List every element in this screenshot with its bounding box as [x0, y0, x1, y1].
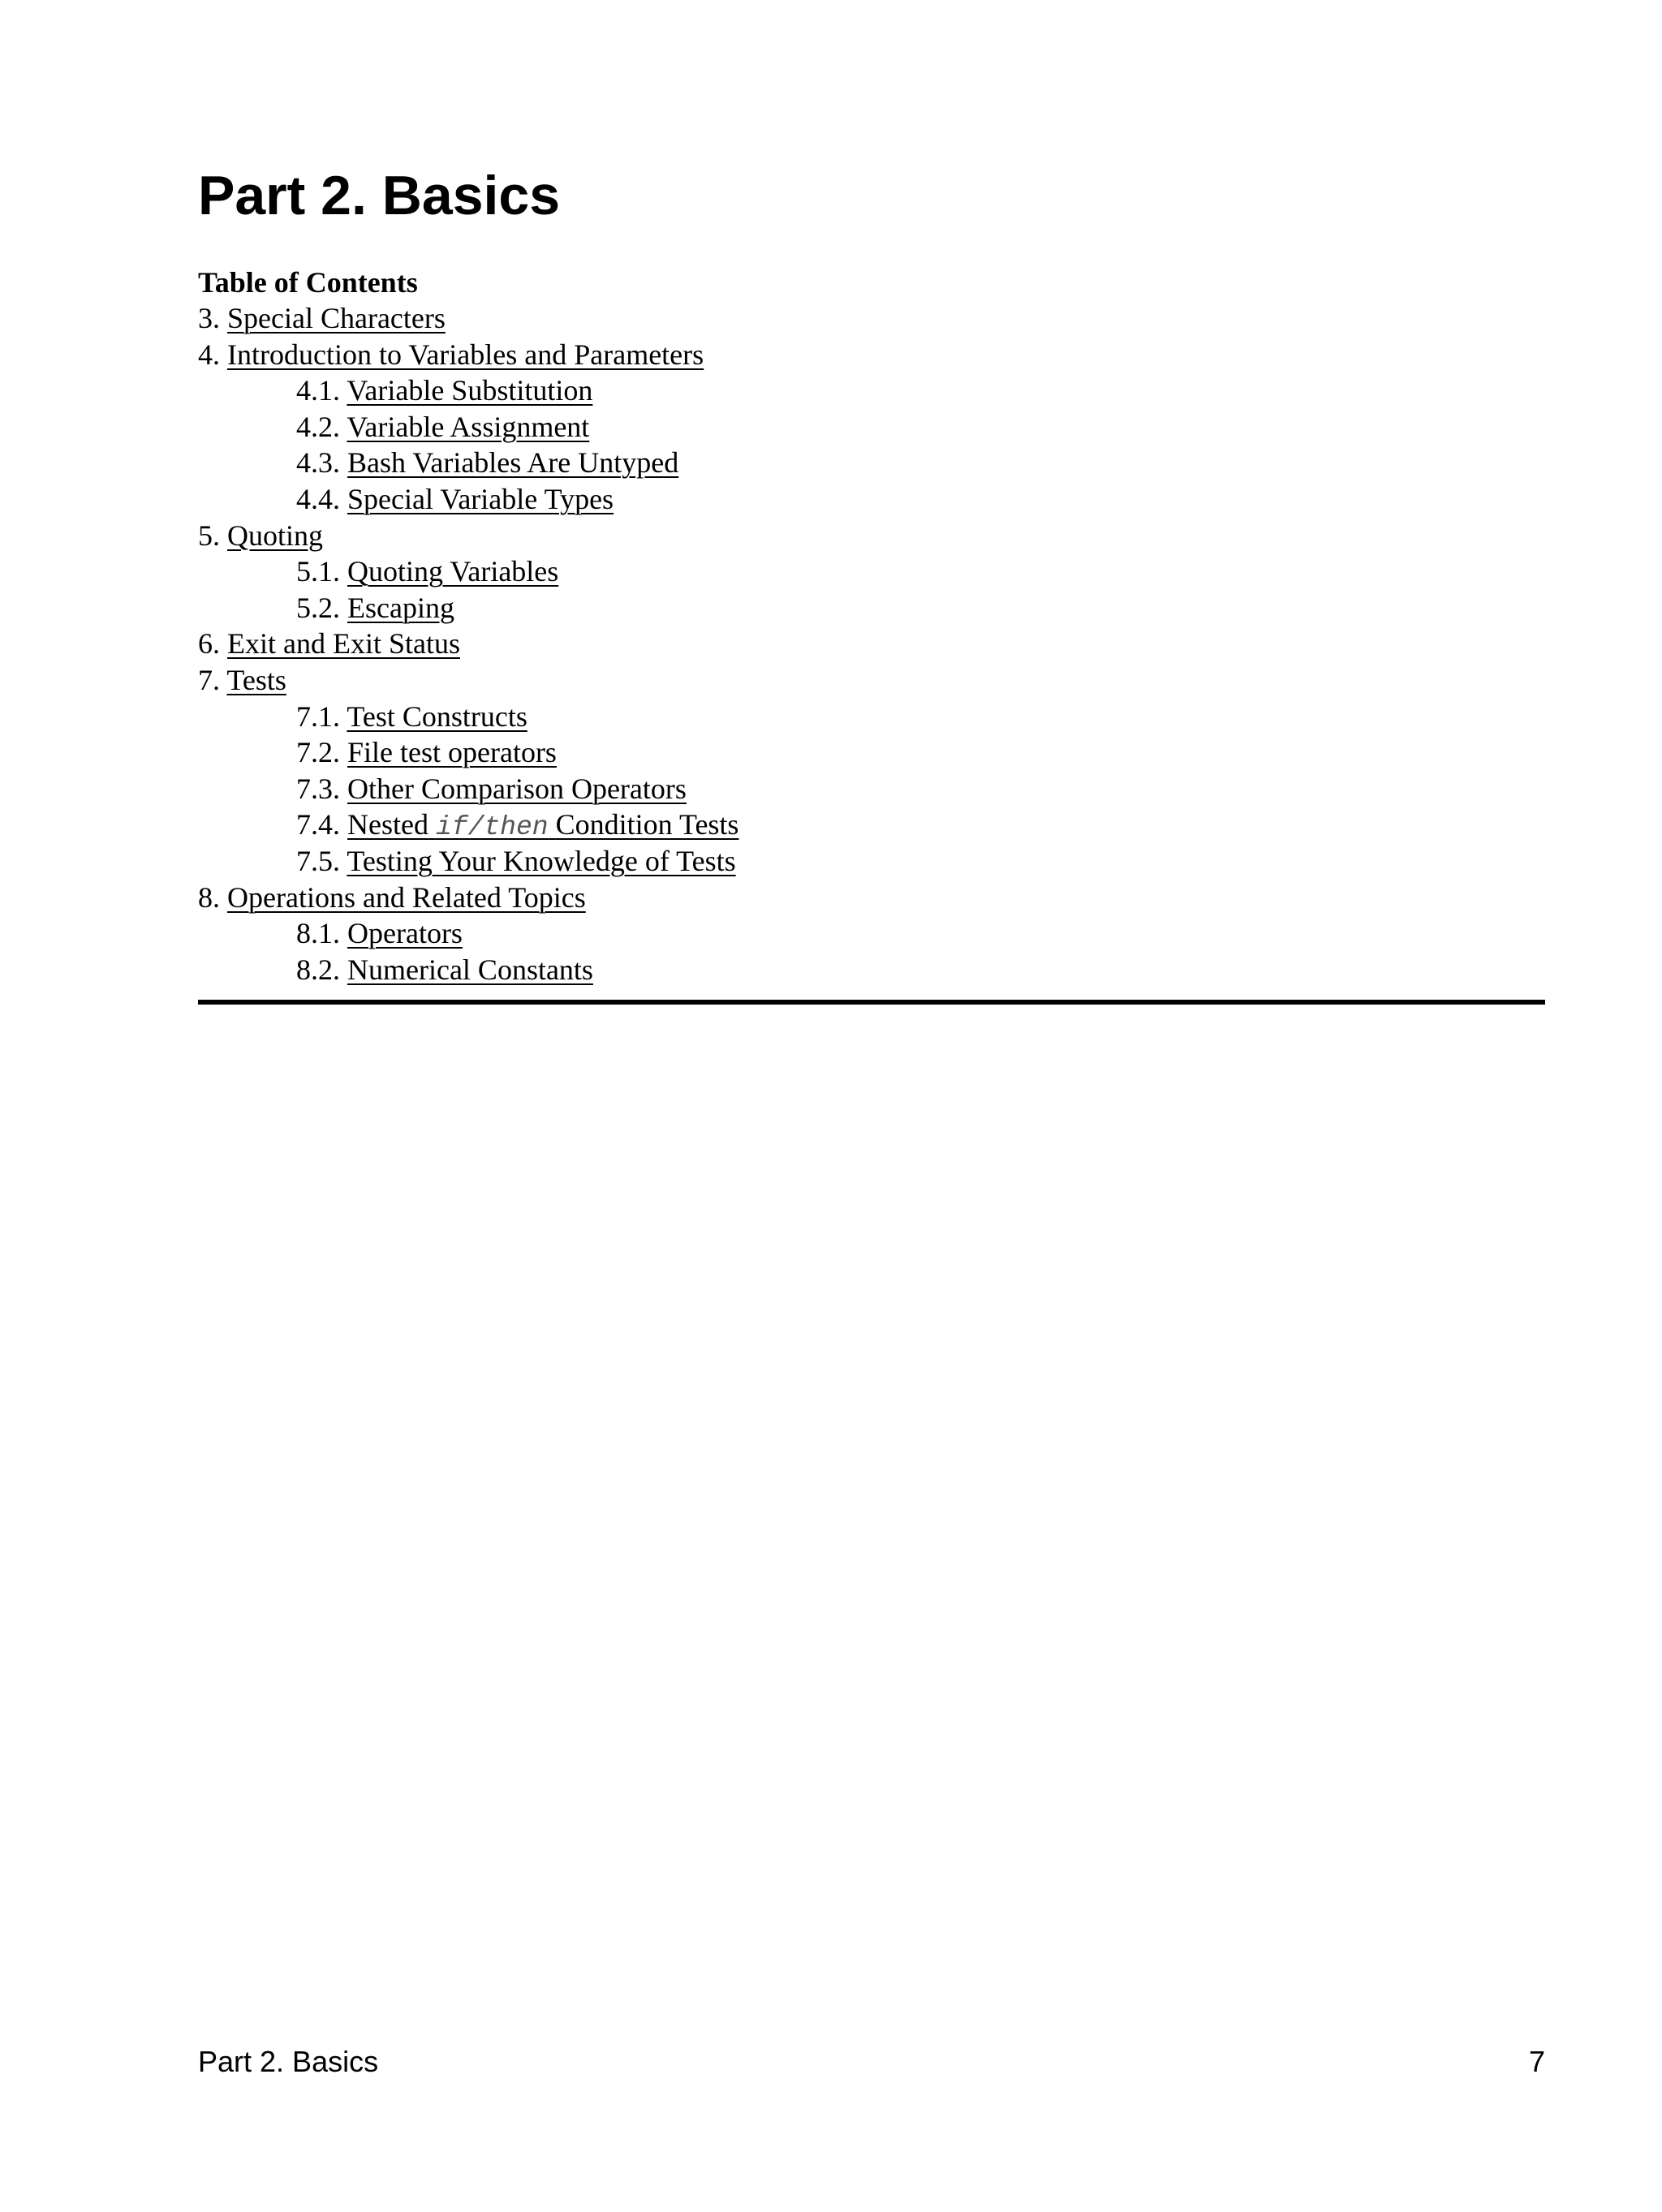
toc-entry-number: 4.1. — [296, 374, 340, 407]
toc-entry — [198, 734, 1545, 771]
toc-link-other-comparison-operators[interactable]: Other Comparison Operators — [347, 772, 687, 805]
toc-entry-number: 4.3. — [296, 446, 340, 480]
toc-entry — [198, 337, 1545, 373]
toc-link-operations[interactable]: Operations and Related Topics — [227, 880, 586, 914]
page-title: Part 2. Basics — [198, 165, 561, 226]
toc-entry — [198, 662, 1545, 699]
toc-entry-number: 5. — [198, 519, 220, 552]
toc-link-tests[interactable]: Tests — [226, 663, 286, 696]
toc-entry-number: 8.2. — [296, 953, 340, 986]
toc-entry-number: 4. — [198, 338, 220, 371]
toc-link-operators[interactable]: Operators — [347, 917, 463, 950]
toc-link-variable-substitution[interactable]: Variable Substitution — [347, 374, 593, 407]
toc-entry — [198, 880, 1545, 916]
toc-entry — [198, 300, 1545, 337]
toc-entry — [198, 807, 1545, 843]
toc-link-introduction-to-variables[interactable]: Introduction to Variables and Parameters — [227, 338, 704, 371]
toc-entry-number: 6. — [198, 627, 220, 661]
toc-list — [198, 300, 1545, 988]
toc-entry-number: 3. — [198, 302, 220, 334]
toc-link-exit-status[interactable]: Exit and Exit Status — [227, 627, 460, 661]
toc-entry — [198, 952, 1545, 988]
toc-entry — [198, 409, 1545, 445]
table-of-contents — [198, 265, 1545, 988]
toc-entry-number: 7. — [198, 663, 220, 696]
toc-link-text: Condition Tests — [555, 808, 739, 841]
toc-entry-number: 7.4. — [296, 808, 340, 841]
toc-entry-number: 5.2. — [296, 591, 340, 624]
toc-link-test-constructs[interactable]: Test Constructs — [347, 699, 527, 733]
page-footer — [198, 2042, 1545, 2082]
toc-link-file-test-operators[interactable]: File test operators — [347, 736, 557, 769]
toc-link-bash-variables-untyped[interactable]: Bash Variables Are Untyped — [347, 446, 679, 480]
toc-entry — [198, 915, 1545, 952]
toc-link-text: Nested — [347, 808, 428, 841]
toc-entry-number: 5.1. — [296, 555, 340, 588]
toc-entry-number: 4.2. — [296, 410, 340, 443]
inline-code: if/then — [435, 812, 549, 843]
toc-link-variable-assignment[interactable]: Variable Assignment — [347, 410, 590, 443]
toc-link-quoting[interactable]: Quoting — [227, 519, 324, 552]
toc-entry — [198, 518, 1545, 554]
toc-link-numerical-constants[interactable]: Numerical Constants — [347, 953, 593, 986]
toc-entry-number: 4.4. — [296, 482, 340, 515]
toc-entry-number: 8.1. — [296, 917, 340, 950]
toc-entry — [198, 553, 1545, 590]
toc-entry-number: 7.5. — [296, 844, 340, 877]
toc-link-testing-knowledge[interactable]: Testing Your Knowledge of Tests — [347, 844, 736, 877]
toc-heading: Table of Contents — [198, 266, 418, 299]
toc-link-escaping[interactable]: Escaping — [347, 591, 454, 624]
toc-entry-number: 7.2. — [296, 736, 340, 769]
toc-entry — [198, 699, 1545, 735]
footer-section-title: Part 2. Basics — [198, 2045, 379, 2078]
toc-entry — [198, 771, 1545, 807]
toc-entry — [198, 481, 1545, 518]
toc-entry-number: 8. — [198, 880, 220, 914]
toc-link-quoting-variables[interactable]: Quoting Variables — [347, 555, 559, 588]
toc-link-special-characters[interactable]: Special Characters — [227, 302, 446, 334]
toc-entry — [198, 626, 1545, 662]
toc-entry — [198, 445, 1545, 481]
toc-entry — [198, 843, 1545, 880]
horizontal-rule — [198, 1000, 1545, 1005]
toc-entry-number: 7.1. — [296, 699, 340, 733]
footer-page-number: 7 — [1528, 2045, 1545, 2078]
toc-entry — [198, 590, 1545, 626]
toc-link-special-variable-types[interactable]: Special Variable Types — [347, 482, 614, 515]
toc-entry — [198, 372, 1545, 409]
toc-link-nested-if-then[interactable] — [347, 808, 738, 841]
toc-entry-number: 7.3. — [296, 772, 340, 805]
